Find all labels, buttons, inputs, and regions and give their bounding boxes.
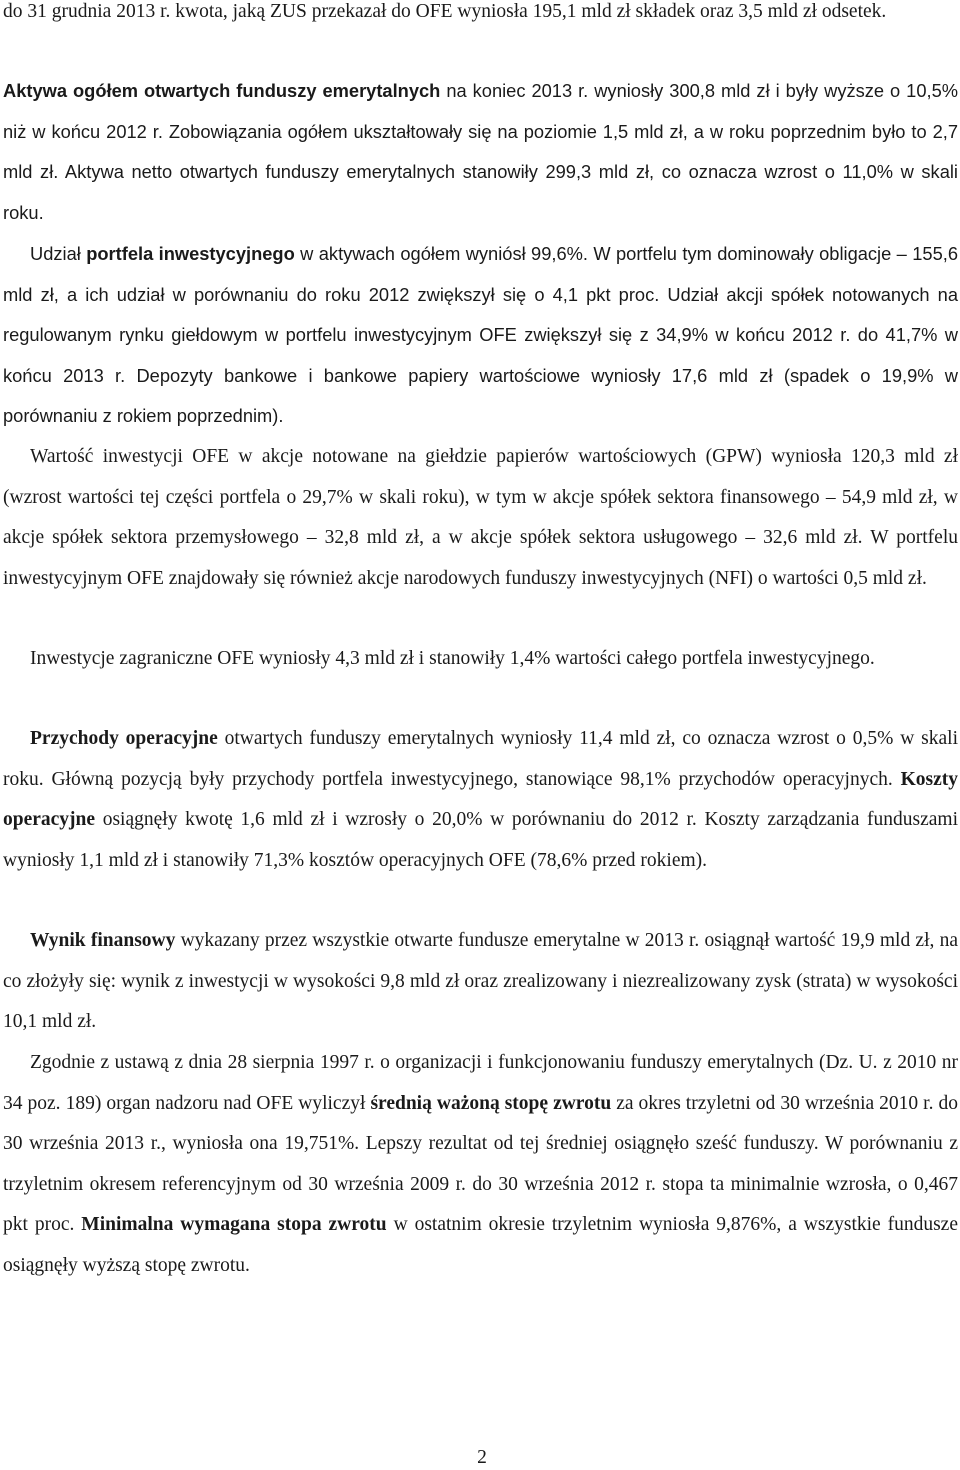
bold-term-operating-revenue: Przychody operacyjne [30,728,218,749]
page-number: 2 [477,1447,487,1468]
paragraph-rate-of-return: Zgodnie z ustawą z dnia 28 sierpnia 1997 r. o organizacji i funkcjonowaniu funduszy emerytalnych (Dz. U. z 2010 nr 34 poz. 189) organ nadzoru nad OFE wyliczył średnią ważoną stopę zwrotu za okres trzyletni od 30 września 2010 r. do 30 września 2013 r., wyniosła ona 19,751%. Lepszy rezultat od tej średniej osiągnęło sześć funduszy. W porównaniu z trzyletnim okresem referencyjnym od 30 września 2009 r. do 30 września 2012 r. stopa ta minimalnie wzrosła, o 0,467 pkt proc. Minimalna wymagana stopa zwrotu w ostatnim okresie trzyletnim wyniosła 9,876%, a wszystkie fundusze osiągnęły wyższą stopę zwrotu. [3,1052,958,1276]
paragraph-foreign-investments: Inwestycje zagraniczne OFE wyniosły 4,3 mld zł i stanowiły 1,4% wartości całego portfela inwestycyjnego. [30,648,875,669]
bold-term-financial-result: Wynik finansowy [30,930,176,951]
paragraph-gpw-investments: Wartość inwestycji OFE w akcje notowane na giełdzie papierów wartościowych (GPW) wyniosła 120,3 mld zł (wzrost wartości tej części portfela o 29,7% w skali roku), w tym w akcje spółek sektora finansowego – 54,9 mld zł, w akcje spółek sektora przemysłowego – 32,8 mld zł, a w akcje spółek sektora usługowego – 32,6 mld zł. W portfelu inwestycyjnym OFE znajdowały się również akcje narodowych funduszy inwestycyjnych (NFI) o wartości 0,5 mld zł. [3,446,958,589]
bold-term-operating-costs: Koszty operacyjne [3,768,958,831]
paragraph-financial-result: Wynik finansowy wykazany przez wszystkie otwarte fundusze emerytalne w 2013 r. osiągnął wartość 19,9 mld zł, na co złożyły się: wynik z inwestycji w wysokości 9,8 mld zł oraz zrealizowany i niezrealizowany zysk (strata) w wysokości 10,1 mld zł. [3,930,958,1033]
paragraph-investment-portfolio: Udział portfela inwestycyjnego w aktywach ogółem wyniósł 99,6%. W portfelu tym dominowały obligacje – 155,6 mld zł, a ich udział w porównaniu do roku 2012 zwiększył się o 4,1 pkt proc. Udział akcji spółek notowanych na regulowanym rynku giełdowym w portfelu inwestycyjnym OFE zwiększył się z 34,9% w końcu 2012 r. do 41,7% w końcu 2013 r. Depozyty bankowe i bankowe papiery wartościowe wyniosły 17,6 mld zł (spadek o 19,9% w porównaniu z rokiem poprzednim). [3,243,958,427]
bold-term-investment-portfolio: portfela inwestycyjnego [86,243,295,264]
bold-term-minimum-required-return: Minimalna wymagana stopa zwrotu [81,1214,387,1236]
bold-term-total-assets: Aktywa ogółem otwartych funduszy emerytalnych [3,80,441,101]
bold-term-weighted-average-return: średnią ważoną stopę zwrotu [370,1092,612,1114]
paragraph-total-assets: Aktywa ogółem otwartych funduszy emerytalnych na koniec 2013 r. wyniosły 300,8 mld zł i były wyższe o 10,5% niż w końcu 2012 r. Zobowiązania ogółem ukształtowały się na poziomie 1,5 mld zł, a w roku poprzednim było to 2,7 mld zł. Aktywa netto otwartych funduszy emerytalnych stanowiły 299,3 mld zł, co oznacza wzrost o 11,0% w skali roku. [3,80,959,223]
paragraph-ofe-contributions: do 31 grudnia 2013 r. kwota, jaką ZUS przekazał do OFE wyniosła 195,1 mld zł składek oraz 3,5 mld zł odsetek. [3,1,887,22]
paragraph-operating-revenue-costs: Przychody operacyjne otwartych funduszy emerytalnych wyniosły 11,4 mld zł, co oznacza wzrost o 0,5% w skali roku. Główną pozycją były przychody portfela inwestycyjnego, stanowiące 98,1% przychodów operacyjnych. Koszty operacyjne osiągnęły kwotę 1,6 mld zł i wzrosły o 20,0% w porównaniu do 2012 r. Koszty zarządzania funduszami wyniosły 1,1 mld zł i stanowiły 71,3% kosztów operacyjnych OFE (78,6% przed rokiem). [3,728,958,871]
